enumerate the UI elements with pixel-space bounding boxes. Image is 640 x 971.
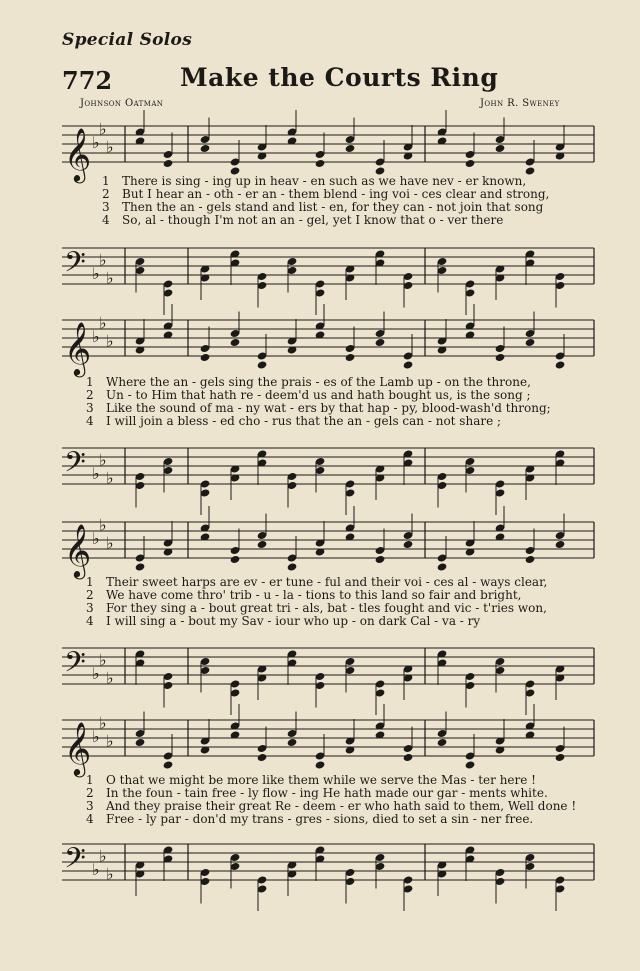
- composer-credit: John R. Sweney: [480, 98, 560, 109]
- note-head: [315, 159, 326, 168]
- bass-clef-icon: 𝄢: [64, 646, 86, 686]
- note-head: [163, 760, 174, 769]
- bass-clef-icon: 𝄢: [64, 446, 86, 486]
- note-head: [403, 360, 414, 369]
- bass-staff-system-2: [0, 440, 640, 500]
- flat-sign-icon: ♭: [92, 727, 100, 746]
- note-head: [200, 353, 211, 362]
- note-head: [403, 540, 414, 549]
- treble-staff-system-2: [0, 312, 640, 375]
- lyrics-system-1: [102, 175, 549, 227]
- lyric-line: 3 Like the sound of ma - ny wat - ers by that hap - py, blood-wash'd throng;: [86, 401, 551, 415]
- lyric-line: 2 Un - to Him that hath re - deem'd us and hath bought us, is the song ;: [86, 388, 531, 402]
- note-head: [375, 555, 386, 564]
- note-head: [465, 159, 476, 168]
- note-head: [135, 562, 146, 571]
- flat-sign-icon: ♭: [99, 515, 107, 535]
- note-head: [345, 353, 356, 362]
- note-head: [315, 760, 326, 769]
- note-head: [230, 338, 241, 347]
- note-head: [257, 753, 268, 762]
- flat-sign-icon: ♭: [99, 250, 107, 270]
- note-head: [257, 540, 268, 549]
- note-head: [555, 360, 566, 369]
- flat-sign-icon: ♭: [106, 668, 114, 688]
- lyric-line: 2 In the foun - tain free - ly flow - ing He hath made our gar - ments white.: [86, 786, 548, 800]
- lyric-line: 2 But I hear an - oth - er an - them blend - ing voi - ces clear and strong,: [102, 187, 550, 201]
- note-head: [495, 144, 506, 153]
- note-head: [287, 738, 298, 747]
- bass-clef-icon: 𝄢: [64, 842, 86, 882]
- hymn-title: Make the Courts Ring: [180, 63, 499, 92]
- lyric-line: 3 Then the an - gels stand and list - en, for they can - not join that song: [102, 200, 544, 214]
- lyrics-system-3: [86, 576, 547, 628]
- lyrics-system-2: [86, 376, 551, 428]
- treble-clef-icon: 𝄞: [64, 321, 92, 375]
- flat-sign-icon: ♭: [92, 664, 100, 683]
- flat-sign-icon: ♭: [92, 860, 100, 879]
- note-head: [230, 555, 241, 564]
- note-head: [495, 353, 506, 362]
- flat-sign-icon: ♭: [106, 533, 114, 553]
- lyric-line: 4 I will join a bless - ed cho - rus that the an - gels can - not share ;: [86, 414, 502, 428]
- flat-sign-icon: ♭: [99, 713, 107, 733]
- note-head: [437, 562, 448, 571]
- note-head: [525, 555, 536, 564]
- flat-sign-icon: ♭: [99, 119, 107, 139]
- lyric-line: 4 So, al - though I'm not an an - gel, yet I know that o - ver there: [102, 213, 504, 227]
- lyric-line: 3 For they sing a - bout great tri - als, bat - tles fought and vic - t'ries won,: [86, 601, 547, 615]
- lyric-line: 1 There is sing - ing up in heav - en such as we have nev - er known,: [102, 174, 527, 188]
- flat-sign-icon: ♭: [92, 264, 100, 283]
- lyric-line: 2 We have come thro' trib - u - la - tions to this land so fair and bright,: [86, 588, 522, 602]
- note-head: [465, 760, 476, 769]
- note-head: [375, 338, 386, 347]
- note-head: [163, 159, 174, 168]
- flat-sign-icon: ♭: [99, 846, 107, 866]
- note-head: [200, 144, 211, 153]
- flat-sign-icon: ♭: [92, 327, 100, 346]
- flat-sign-icon: ♭: [106, 468, 114, 488]
- flat-sign-icon: ♭: [106, 731, 114, 751]
- flat-sign-icon: ♭: [92, 529, 100, 548]
- note-head: [437, 738, 448, 747]
- note-head: [257, 360, 268, 369]
- bass-staff-system-4: [0, 836, 640, 896]
- treble-clef-icon: 𝄞: [64, 127, 92, 181]
- author-credit: Johnson Oatman: [80, 98, 164, 109]
- flat-sign-icon: ♭: [106, 137, 114, 157]
- flat-sign-icon: ♭: [99, 650, 107, 670]
- treble-clef-icon: 𝄞: [64, 721, 92, 775]
- lyric-line: 1 Their sweet harps are ev - er tune - ful and their voi - ces al - ways clear,: [86, 575, 548, 589]
- treble-staff-system-3: [0, 514, 640, 577]
- flat-sign-icon: ♭: [106, 864, 114, 884]
- lyric-line: 3 And they praise their great Re - deem - er who hath said to them, Well done !: [86, 799, 577, 813]
- bass-staff-system-3: [0, 640, 640, 700]
- treble-clef-icon: 𝄞: [64, 523, 92, 577]
- flat-sign-icon: ♭: [99, 450, 107, 470]
- section-label: Special Solos: [62, 30, 193, 50]
- treble-staff-system-4: [0, 712, 640, 775]
- lyrics-system-4: [86, 774, 576, 826]
- lyric-line: 4 Free - ly par - don'd my trans - gres - sions, died to set a sin - ner free.: [86, 812, 534, 826]
- bass-clef-icon: 𝄢: [64, 246, 86, 286]
- note-head: [403, 753, 414, 762]
- flat-sign-icon: ♭: [99, 313, 107, 333]
- lyric-line: 1 O that we might be more like them while we serve the Mas - ter here !: [86, 773, 537, 787]
- note-head: [135, 738, 146, 747]
- note-head: [345, 144, 356, 153]
- flat-sign-icon: ♭: [106, 268, 114, 288]
- note-head: [555, 753, 566, 762]
- note-head: [525, 338, 536, 347]
- flat-sign-icon: ♭: [106, 331, 114, 351]
- note-head: [555, 540, 566, 549]
- lyric-line: 4 I will sing a - bout my Sav - iour who up - on dark Cal - va - ry: [86, 614, 481, 628]
- note-head: [287, 562, 298, 571]
- bass-staff-system-1: [0, 240, 640, 300]
- lyric-line: 1 Where the an - gels sing the prais - es of the Lamb up - on the throne,: [86, 375, 531, 389]
- flat-sign-icon: ♭: [92, 464, 100, 483]
- flat-sign-icon: ♭: [92, 133, 100, 152]
- hymn-number: 772: [62, 66, 113, 95]
